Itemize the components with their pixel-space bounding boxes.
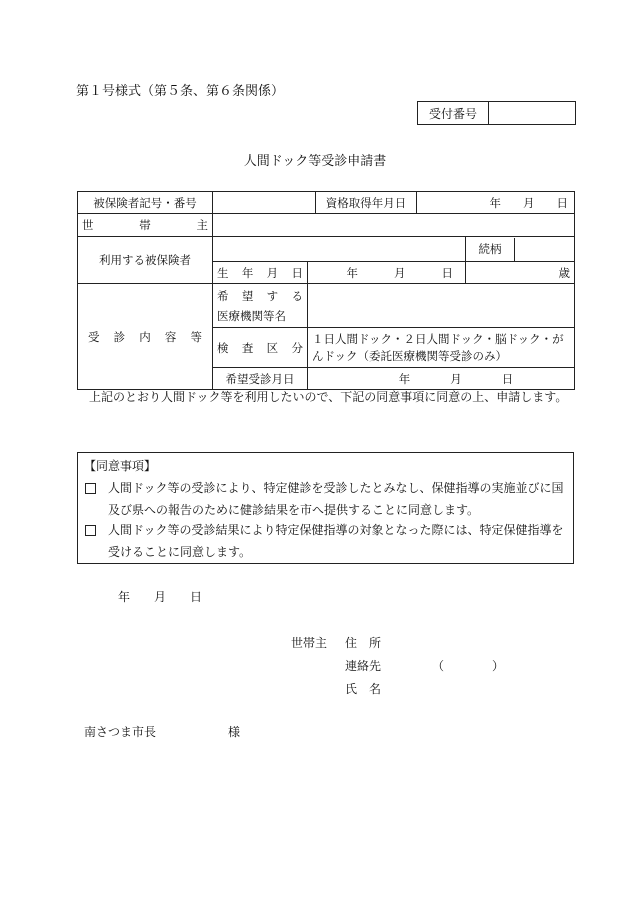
desired-date-label: 希望受診月日: [213, 368, 308, 390]
birth-day-unit: 日: [441, 265, 453, 280]
birth-year-unit: 年: [346, 265, 358, 280]
insured-user-label: 利用する被保険者: [78, 237, 213, 284]
agreement-checkbox-1[interactable]: [85, 483, 96, 494]
household-head-sign-label: 世帯主: [291, 636, 328, 650]
document-title: 人間ドック等受診申請書: [243, 154, 387, 169]
name-label: 氏 名: [345, 682, 382, 696]
agreement-checkbox-2[interactable]: [85, 525, 96, 536]
age-field[interactable]: [466, 262, 575, 284]
desired-month-unit: 月: [450, 371, 462, 386]
contact-label: 連絡先: [345, 659, 382, 673]
addressee-name: 南さつま市長: [84, 725, 157, 739]
relationship-label: 続柄: [466, 238, 515, 261]
receipt-number-box: [417, 101, 576, 125]
month-unit: 月: [523, 195, 535, 210]
application-table: [77, 191, 575, 390]
relationship-field[interactable]: [515, 238, 574, 261]
insured-user-name-field[interactable]: [213, 237, 466, 262]
form-number: 第１号様式（第５条、第６条関係）: [76, 84, 285, 99]
birth-month-unit: 月: [394, 265, 406, 280]
day-unit: 日: [556, 195, 568, 210]
receipt-number-field[interactable]: [489, 102, 575, 124]
category-options: １日人間ドック・２日人間ドック・脳ドック・がんドック（委託医療機関等受診のみ）: [308, 328, 575, 368]
insured-number-label: 被保険者記号・番号: [78, 192, 213, 214]
application-date: 年 月 日: [118, 590, 203, 604]
exam-content-label: 受 診 内 容 等: [78, 284, 213, 390]
agreement-text-2: 人間ドック等の受診結果により特定保健指導の対象となった際には、特定保健指導を受けることに同意します。: [108, 523, 564, 559]
agreement-text-1: 人間ドック等の受診により、特定健診を受診したとみなし、保健指導の実施並びに国及び県への報告のために健診結果を市へ提供することに同意します。: [108, 481, 564, 517]
hospital-label: 希 望 す る 医療機関等名: [213, 284, 308, 328]
qualification-date-label: 資格取得年月日: [316, 192, 417, 214]
relationship-cell: [466, 237, 575, 262]
age-unit: 歳: [558, 265, 570, 280]
address-label: 住 所: [345, 636, 382, 650]
agreement-box: [77, 452, 574, 564]
category-label: 検 査 区 分: [213, 328, 308, 368]
hospital-field[interactable]: [308, 284, 575, 328]
birthdate-field[interactable]: [308, 262, 466, 284]
receipt-number-label: 受付番号: [418, 102, 489, 124]
qualification-date-field[interactable]: [417, 192, 575, 214]
desired-day-unit: 日: [501, 371, 514, 386]
addressee-honorific: 様: [228, 725, 241, 739]
household-head-label: 世 帯 主: [78, 214, 213, 237]
birthdate-label: 生 年 月 日: [213, 262, 308, 284]
intro-paragraph: 上記のとおり人間ドック等を利用したいので、下記の同意事項に同意の上、申請します。: [89, 390, 568, 404]
agreement-heading: 【同意事項】: [84, 459, 157, 473]
insured-number-field[interactable]: [213, 192, 316, 214]
contact-paren: （ ）: [432, 659, 505, 673]
desired-year-unit: 年: [398, 371, 411, 386]
year-unit: 年: [489, 195, 501, 210]
household-head-field[interactable]: [213, 214, 575, 237]
